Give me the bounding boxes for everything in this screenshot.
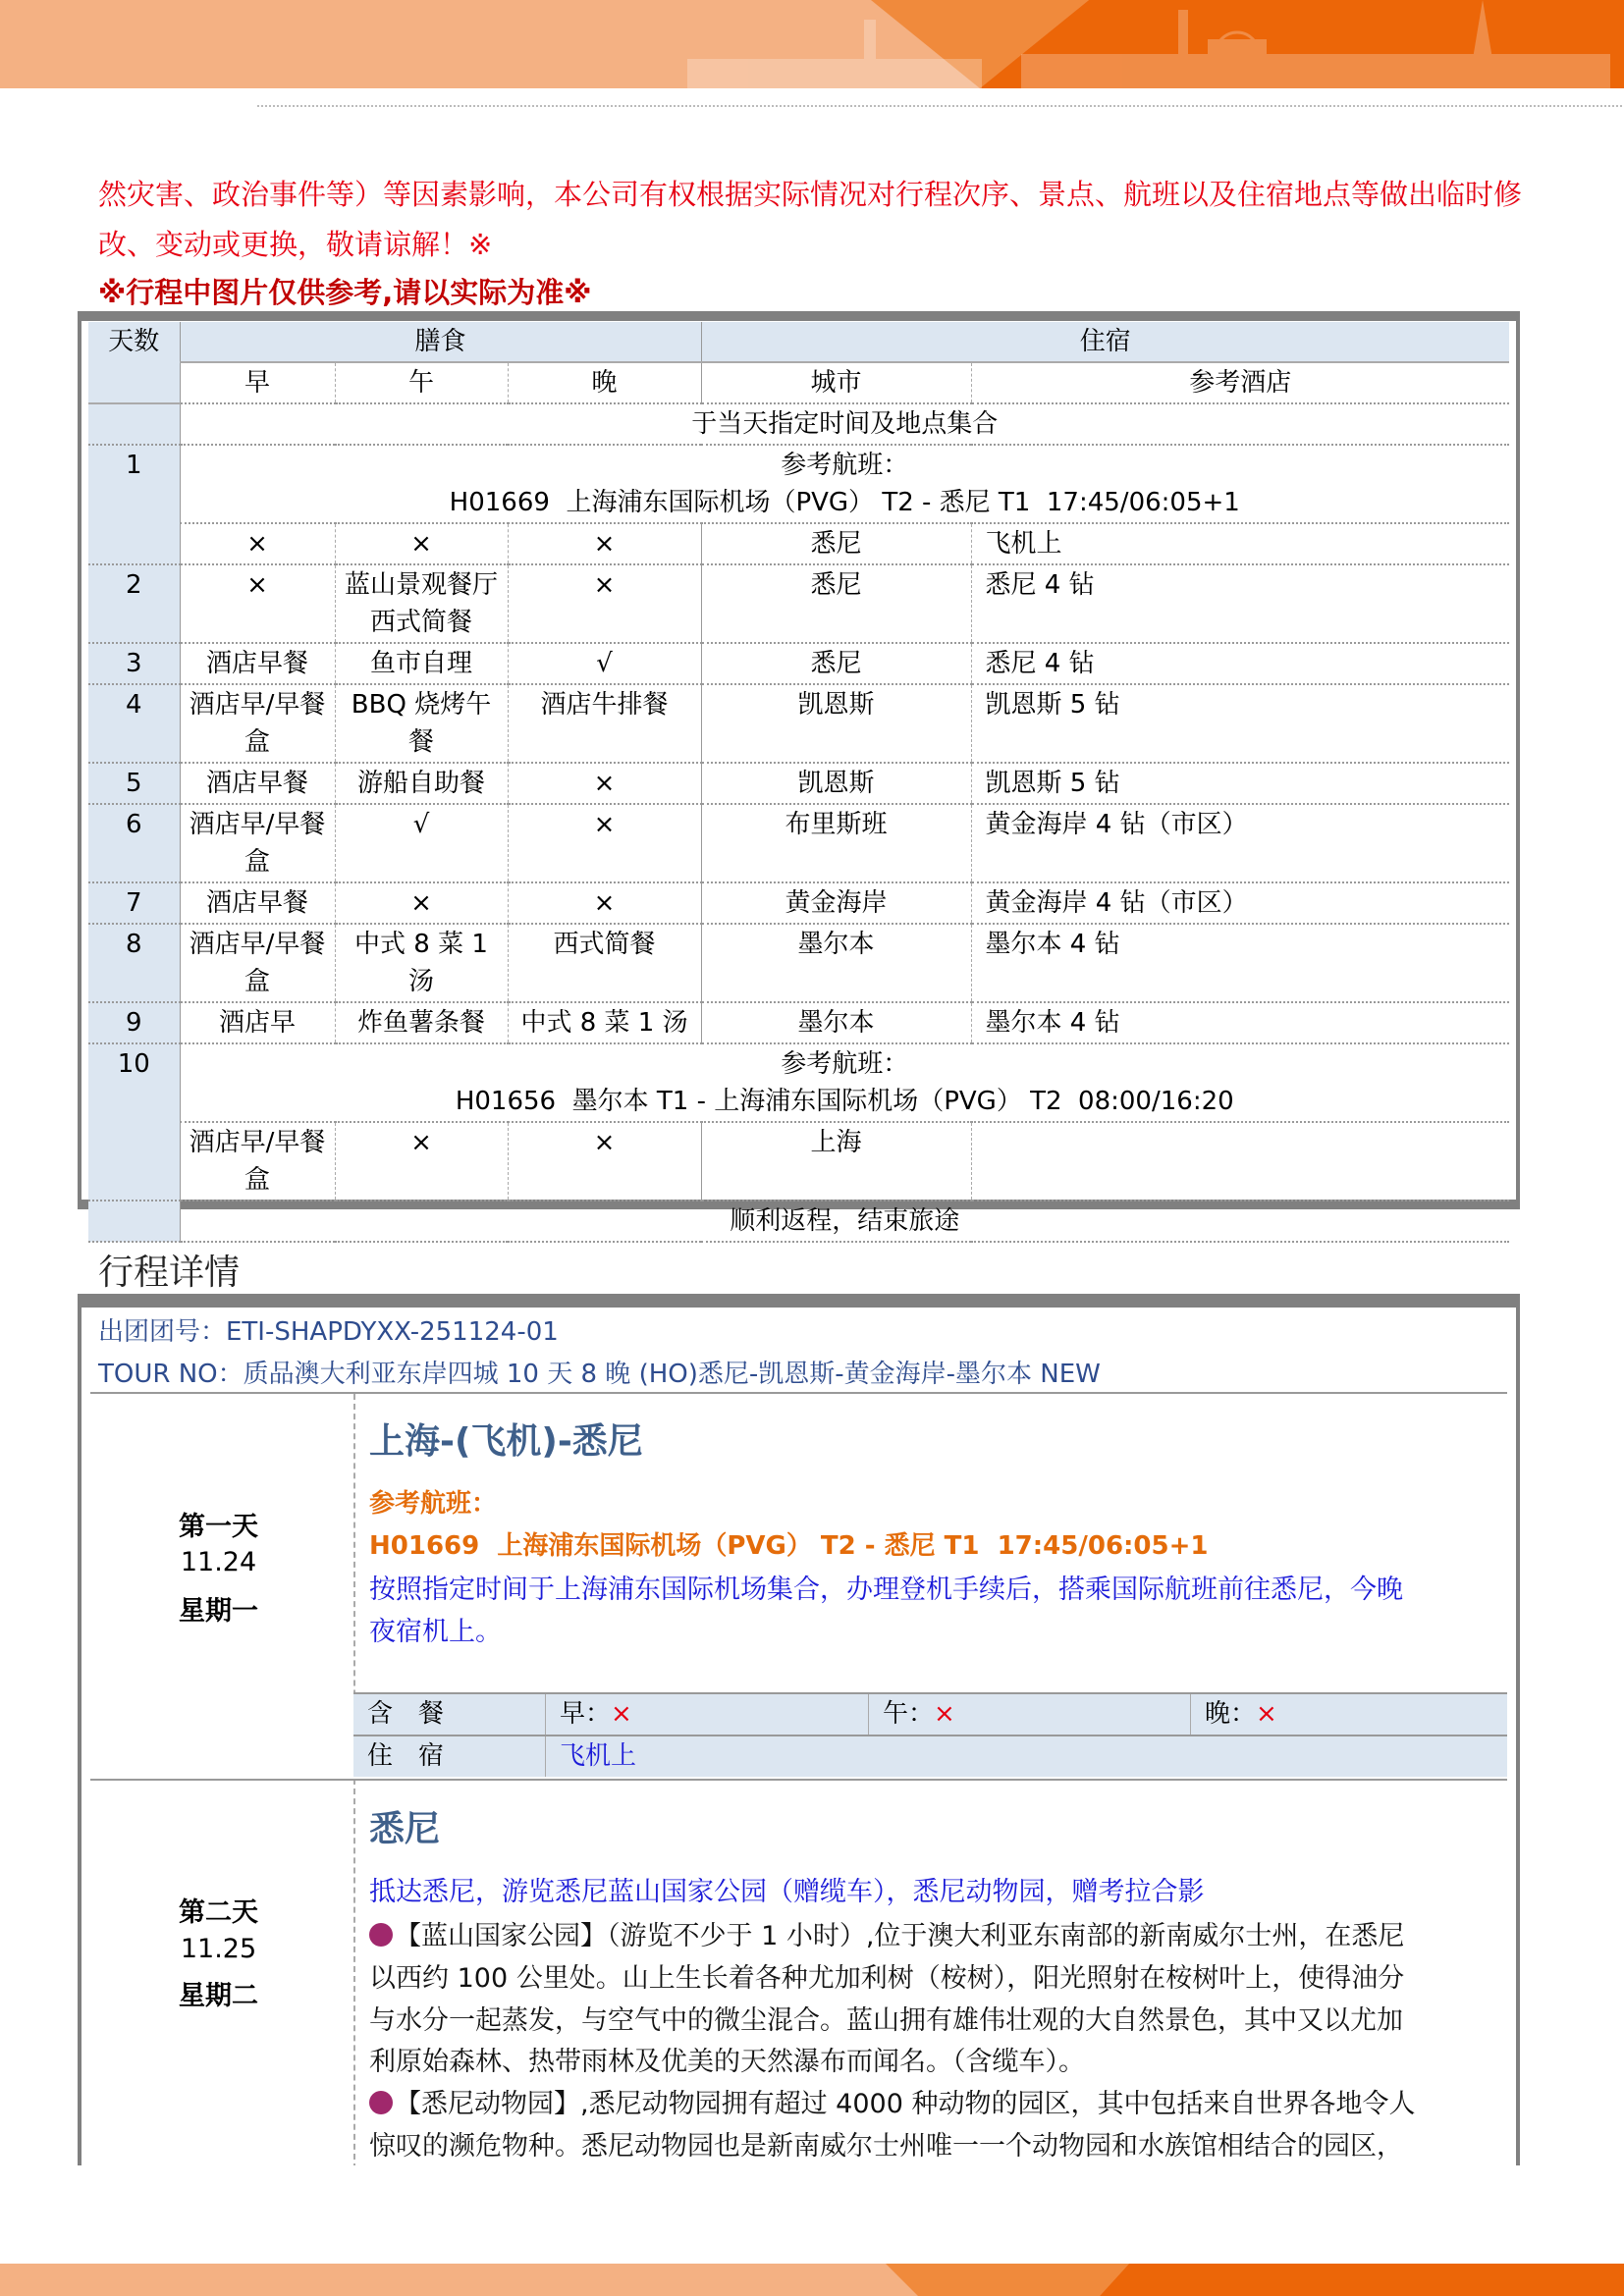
flight-label: 参考航班： — [781, 451, 909, 480]
flight-detail: H01656 墨尔本 T1 - 上海浦东国际机场（PVG） T2 08:00/16:20 — [455, 1087, 1234, 1116]
flight-label: 参考航班： — [781, 1049, 909, 1079]
flight-label: 参考航班： — [369, 1489, 498, 1519]
divider — [90, 1779, 1507, 1781]
hotel: 悉尼 4 钻 — [971, 643, 1509, 684]
header-lunch: 午 — [335, 362, 508, 403]
day-number: 1 — [88, 445, 180, 564]
lunch-label: 午： — [883, 1699, 935, 1729]
hotel: 墨尔本 4 钻 — [971, 1002, 1509, 1043]
day-title: 上海-(飞机)-悉尼 — [369, 1421, 643, 1462]
text-line: 以西约 100 公里处。山上生长着各种尤加利树（桉树），阳光照射在桉树叶上，使得油分 — [369, 1963, 1405, 1994]
meals-row — [353, 1692, 1507, 1735]
day-description: 夜宿机上。 — [369, 1617, 502, 1647]
lunch: 炸鱼薯条餐 — [335, 1002, 508, 1043]
flight-info — [180, 1043, 1509, 1122]
breakfast: 酒店早 — [180, 1002, 335, 1043]
dinner: × — [508, 523, 701, 564]
city: 上海 — [701, 1122, 971, 1201]
lunch-info — [869, 1694, 1191, 1735]
text-line: 惊叹的濒危物种。悉尼动物园也是新南威尔士州唯一一个动物园和水族馆相结合的园区， — [369, 2131, 1403, 2162]
breakfast: 酒店早餐 — [180, 882, 335, 924]
notice-image-disclaimer: ※行程中图片仅供参考,请以实际为准※ — [98, 276, 592, 309]
table-row — [88, 684, 1509, 763]
flight-detail: H01669 上海浦东国际机场（PVG） T2 - 悉尼 T1 17:45/06:05+1 — [449, 488, 1240, 517]
breakfast: 酒店早餐 — [180, 763, 335, 804]
day-number: 7 — [88, 882, 180, 924]
table-row — [88, 804, 1509, 882]
schedule-table — [88, 322, 1509, 1243]
city: 悉尼 — [701, 564, 971, 643]
breakfast: 酒店早/早餐盒 — [180, 804, 335, 882]
footer-banner — [0, 2264, 1624, 2296]
dinner: × — [508, 763, 701, 804]
table-row — [88, 523, 1509, 564]
text-line: 利原始森林、热带雨林及优美的天然瀑布而闻名。（含缆车）。 — [369, 2047, 1085, 2077]
stay-label: 住 宿 — [353, 1736, 546, 1777]
lunch: 鱼市自理 — [335, 643, 508, 684]
day-number: 5 — [88, 763, 180, 804]
bullet-icon — [369, 2091, 393, 2114]
header-lodging: 住宿 — [701, 322, 1509, 362]
dinner: 西式简餐 — [508, 924, 701, 1002]
stay-value: 飞机上 — [560, 1741, 637, 1771]
day-summary: 抵达悉尼，游览悉尼蓝山国家公园（赠缆车），悉尼动物园，赠考拉合影 — [369, 1877, 1205, 1907]
day-label: 第一天 — [179, 1512, 258, 1542]
breakfast: × — [180, 523, 335, 564]
breakfast-info — [546, 1694, 869, 1735]
header-hotel: 参考酒店 — [971, 362, 1509, 403]
dinner: √ — [508, 643, 701, 684]
breakfast-value: × — [611, 1699, 632, 1729]
city: 悉尼 — [701, 523, 971, 564]
header-banner — [0, 0, 1624, 88]
day-number: 4 — [88, 684, 180, 763]
lunch: 蓝山景观餐厅西式简餐 — [335, 564, 508, 643]
stay-row — [353, 1735, 1507, 1777]
text-line: 【蓝山国家公园】（游览不少于 1 小时）,位于澳大利亚东南部的新南威尔士州，在悉尼 — [395, 1921, 1405, 1951]
bullet-icon — [369, 1923, 393, 1947]
day-title: 悉尼 — [369, 1809, 441, 1849]
breakfast: 酒店早/早餐盒 — [180, 1122, 335, 1201]
city: 凯恩斯 — [701, 763, 971, 804]
dinner: 酒店牛排餐 — [508, 684, 701, 763]
city: 布里斯班 — [701, 804, 971, 882]
meals-label: 含 餐 — [353, 1694, 546, 1735]
header-meals: 膳食 — [180, 322, 701, 362]
gather-note: 于当天指定时间及地点集合 — [180, 403, 1509, 445]
day-number: 2 — [88, 564, 180, 643]
lunch: × — [335, 1122, 508, 1201]
dinner-value: × — [1256, 1699, 1277, 1729]
table-row — [88, 763, 1509, 804]
city: 墨尔本 — [701, 1002, 971, 1043]
city: 悉尼 — [701, 643, 971, 684]
hotel: 凯恩斯 5 钻 — [971, 763, 1509, 804]
table-row — [88, 564, 1509, 643]
header-day: 天数 — [88, 322, 180, 403]
day-number: 9 — [88, 1002, 180, 1043]
lunch: √ — [335, 804, 508, 882]
flight-detail: H01669 上海浦东国际机场（PVG） T2 - 悉尼 T1 17:45/06:05+1 — [369, 1531, 1209, 1561]
table-row — [88, 1122, 1509, 1201]
table-row — [88, 643, 1509, 684]
notice-line: 改、变动或更换，敬请谅解！※ — [98, 228, 493, 261]
day-label: 第二天 — [179, 1897, 258, 1928]
hotel: 黄金海岸 4 钻（市区） — [971, 804, 1509, 882]
divider — [90, 1392, 1507, 1394]
page-bottom-margin — [0, 2165, 1624, 2264]
dinner: × — [508, 564, 701, 643]
day-number: 10 — [88, 1043, 180, 1201]
breakfast-label: 早： — [560, 1699, 612, 1729]
day-description: 按照指定时间于上海浦东国际机场集合，办理登机手续后，搭乘国际航班前往悉尼，今晚 — [369, 1575, 1403, 1605]
text-line: 【悉尼动物园】,悉尼动物园拥有超过 4000 种动物的园区，其中包括来自世界各地令人 — [395, 2089, 1416, 2119]
hotel — [971, 1122, 1509, 1201]
hotel: 墨尔本 4 钻 — [971, 924, 1509, 1002]
breakfast: 酒店早餐 — [180, 643, 335, 684]
day-number: 8 — [88, 924, 180, 1002]
lunch: 中式 8 菜 1 汤 — [335, 924, 508, 1002]
lunch: BBQ 烧烤午餐 — [335, 684, 508, 763]
end-note: 顺利返程，结束旅途 — [180, 1201, 1509, 1242]
hotel: 悉尼 4 钻 — [971, 564, 1509, 643]
hotel: 飞机上 — [971, 523, 1509, 564]
lunch: × — [335, 523, 508, 564]
day-date: 11.25 — [180, 1934, 257, 1964]
lunch: 游船自助餐 — [335, 763, 508, 804]
flight-info — [180, 445, 1509, 523]
attraction-paragraph — [369, 2082, 1415, 2120]
breakfast: × — [180, 564, 335, 643]
section-title: 行程详情 — [98, 1253, 241, 1293]
hotel: 凯恩斯 5 钻 — [971, 684, 1509, 763]
header-breakfast: 早 — [180, 362, 335, 403]
attraction-paragraph — [369, 1914, 1404, 1952]
skyline-graphic — [0, 0, 1624, 88]
day-number: 3 — [88, 643, 180, 684]
hotel: 黄金海岸 4 钻（市区） — [971, 882, 1509, 924]
header-dinner: 晚 — [508, 362, 701, 403]
table-row — [88, 924, 1509, 1002]
column-divider — [353, 1394, 355, 2169]
table-row — [88, 1002, 1509, 1043]
breakfast: 酒店早/早餐盒 — [180, 924, 335, 1002]
city: 黄金海岸 — [701, 882, 971, 924]
day-cell — [88, 1201, 180, 1242]
lunch: × — [335, 882, 508, 924]
notice-line: 然灾害、政治事件等）等因素影响，本公司有权根据实际情况对行程次序、景点、航班以及住宿地点等做出临时修 — [98, 178, 1523, 211]
dinner: × — [508, 882, 701, 924]
dinner: × — [508, 804, 701, 882]
day-weekday: 星期一 — [179, 1596, 258, 1627]
lunch-value: × — [934, 1699, 955, 1729]
divider — [257, 105, 1622, 107]
header-city: 城市 — [701, 362, 971, 403]
group-number: 出团团号：ETI-SHAPDYXX-251124-01 — [98, 1317, 559, 1347]
text-line: 与水分一起蒸发，与空气中的微尘混合。蓝山拥有雄伟壮观的大自然景色，其中又以尤加 — [369, 2005, 1403, 2036]
dinner-label: 晚： — [1205, 1699, 1257, 1729]
dinner: × — [508, 1122, 701, 1201]
day-weekday: 星期二 — [179, 1981, 258, 2011]
day-number: 6 — [88, 804, 180, 882]
tour-number: TOUR NO：质品澳大利亚东岸四城 10 天 8 晚 (HO)悉尼-凯恩斯-黄金海岸-墨尔本 NEW — [98, 1360, 1101, 1389]
day-cell — [88, 403, 180, 445]
city: 凯恩斯 — [701, 684, 971, 763]
dinner: 中式 8 菜 1 汤 — [508, 1002, 701, 1043]
dinner-info — [1191, 1694, 1507, 1735]
day-date: 11.24 — [180, 1547, 257, 1577]
city: 墨尔本 — [701, 924, 971, 1002]
table-row — [88, 882, 1509, 924]
breakfast: 酒店早/早餐盒 — [180, 684, 335, 763]
